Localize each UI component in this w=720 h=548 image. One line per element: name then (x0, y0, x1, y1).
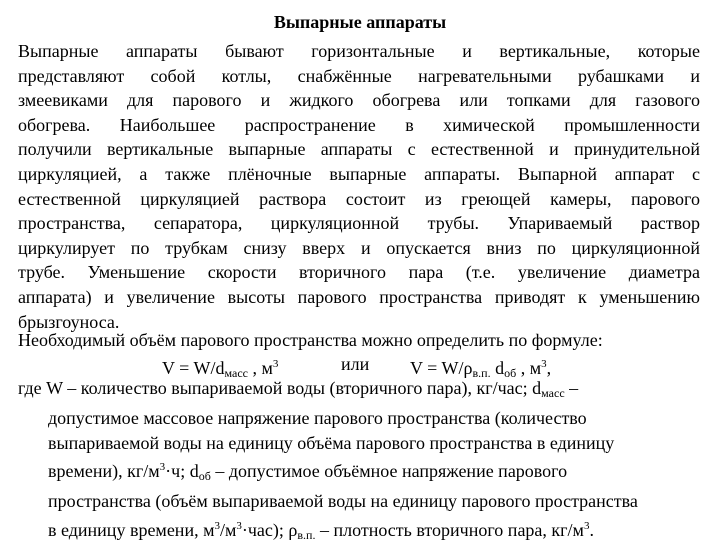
formula-superscript: 3 (541, 358, 547, 370)
definition-text: в единицу времени, м (48, 519, 215, 540)
page-title: Выпарные аппараты (273, 12, 447, 32)
formula-or: или (341, 354, 370, 374)
definition-superscript: 3 (159, 461, 166, 474)
formula-unit: , м (248, 358, 273, 378)
formula-subscript: об (504, 366, 517, 380)
definition-text: – допустимое объёмное напряжение парового (210, 461, 568, 482)
definition-subscript: масс (541, 386, 565, 400)
paragraph-line: Выпарные аппараты бывают горизонтальные и вертикальные, которые (18, 41, 700, 61)
paragraph-line: представляют собой котлы, снабжённые нагревательными рубашками и (18, 65, 700, 86)
formula-unit: , м (516, 358, 542, 378)
definition-line: пространства (объём выпариваемой воды на единицу парового пространства (48, 491, 638, 512)
formula-subscript: в.п. (472, 366, 491, 380)
paragraph-line: трубе. Уменьшение скорости вторичного пара (т.е. увеличение диаметра (18, 262, 700, 283)
definition-line (18, 514, 702, 548)
formula-text: d (490, 358, 505, 378)
definition-line (18, 376, 702, 406)
formula-intro: Необходимый объём парового пространства можно определить по формуле: (18, 330, 603, 350)
body-paragraph (18, 39, 700, 334)
paragraph-line: циркулирует по трубкам снизу вверх и опускается вниз по циркуляционной (18, 237, 700, 258)
definition-line: допустимое массовое напряжение парового пространства (количество (48, 407, 587, 428)
definition-superscript: 3 (583, 519, 590, 532)
formula-subscript: масс (224, 366, 248, 380)
paragraph-line: брызгоуноса. (18, 311, 120, 332)
definition-text: – плотность вторичного пара, кг/м (315, 519, 584, 540)
paragraph-line: циркуляцией, а также плёночные выпарные аппараты. Выпарной аппарат с (18, 163, 700, 184)
formula-text: V = W/d (162, 358, 225, 378)
definition-line: выпариваемой воды на единицу объёма парового пространства в единицу (48, 432, 615, 453)
definition-text: ·час); ρ (241, 519, 298, 540)
definition-text: где W – количество выпариваемой воды (вторичного пара), кг/час; d (18, 378, 542, 398)
definition-subscript: об (198, 469, 211, 484)
paragraph-line: аппарата) и увеличение высоты парового пространства приводят к уменьшению (18, 286, 700, 307)
formula (0, 352, 720, 380)
definition-text: ·ч; d (165, 461, 199, 482)
paragraph-line: получили вертикальные выпарные аппараты с естественной и принудительной (18, 139, 700, 160)
definition-superscript: 3 (214, 519, 220, 532)
definition-line (18, 455, 702, 489)
definition-text: времени), кг/м (48, 461, 160, 482)
definition-subscript: в.п. (297, 527, 316, 542)
formula-text: , (546, 358, 552, 378)
paragraph-line: обогрева. Наибольшее распространение в химической промышленности (18, 114, 700, 135)
paragraph-line: змеевиками для парового и жидкого обогрева или топками для газового (18, 90, 700, 111)
formula-superscript: 3 (272, 358, 279, 370)
definition-text: /м (219, 519, 237, 540)
paragraph-line: пространства, сепаратора, циркуляционной трубы. Упариваемый раствор (18, 213, 700, 234)
definition-text: . (589, 519, 594, 540)
definition-superscript: 3 (236, 519, 242, 532)
paragraph-line: естественной циркуляцией раствора состоит из греющей камеры, парового (18, 188, 700, 209)
formula-text: V = W/ρ (410, 358, 473, 378)
where-definitions (18, 376, 702, 548)
definition-text: – (564, 378, 579, 398)
